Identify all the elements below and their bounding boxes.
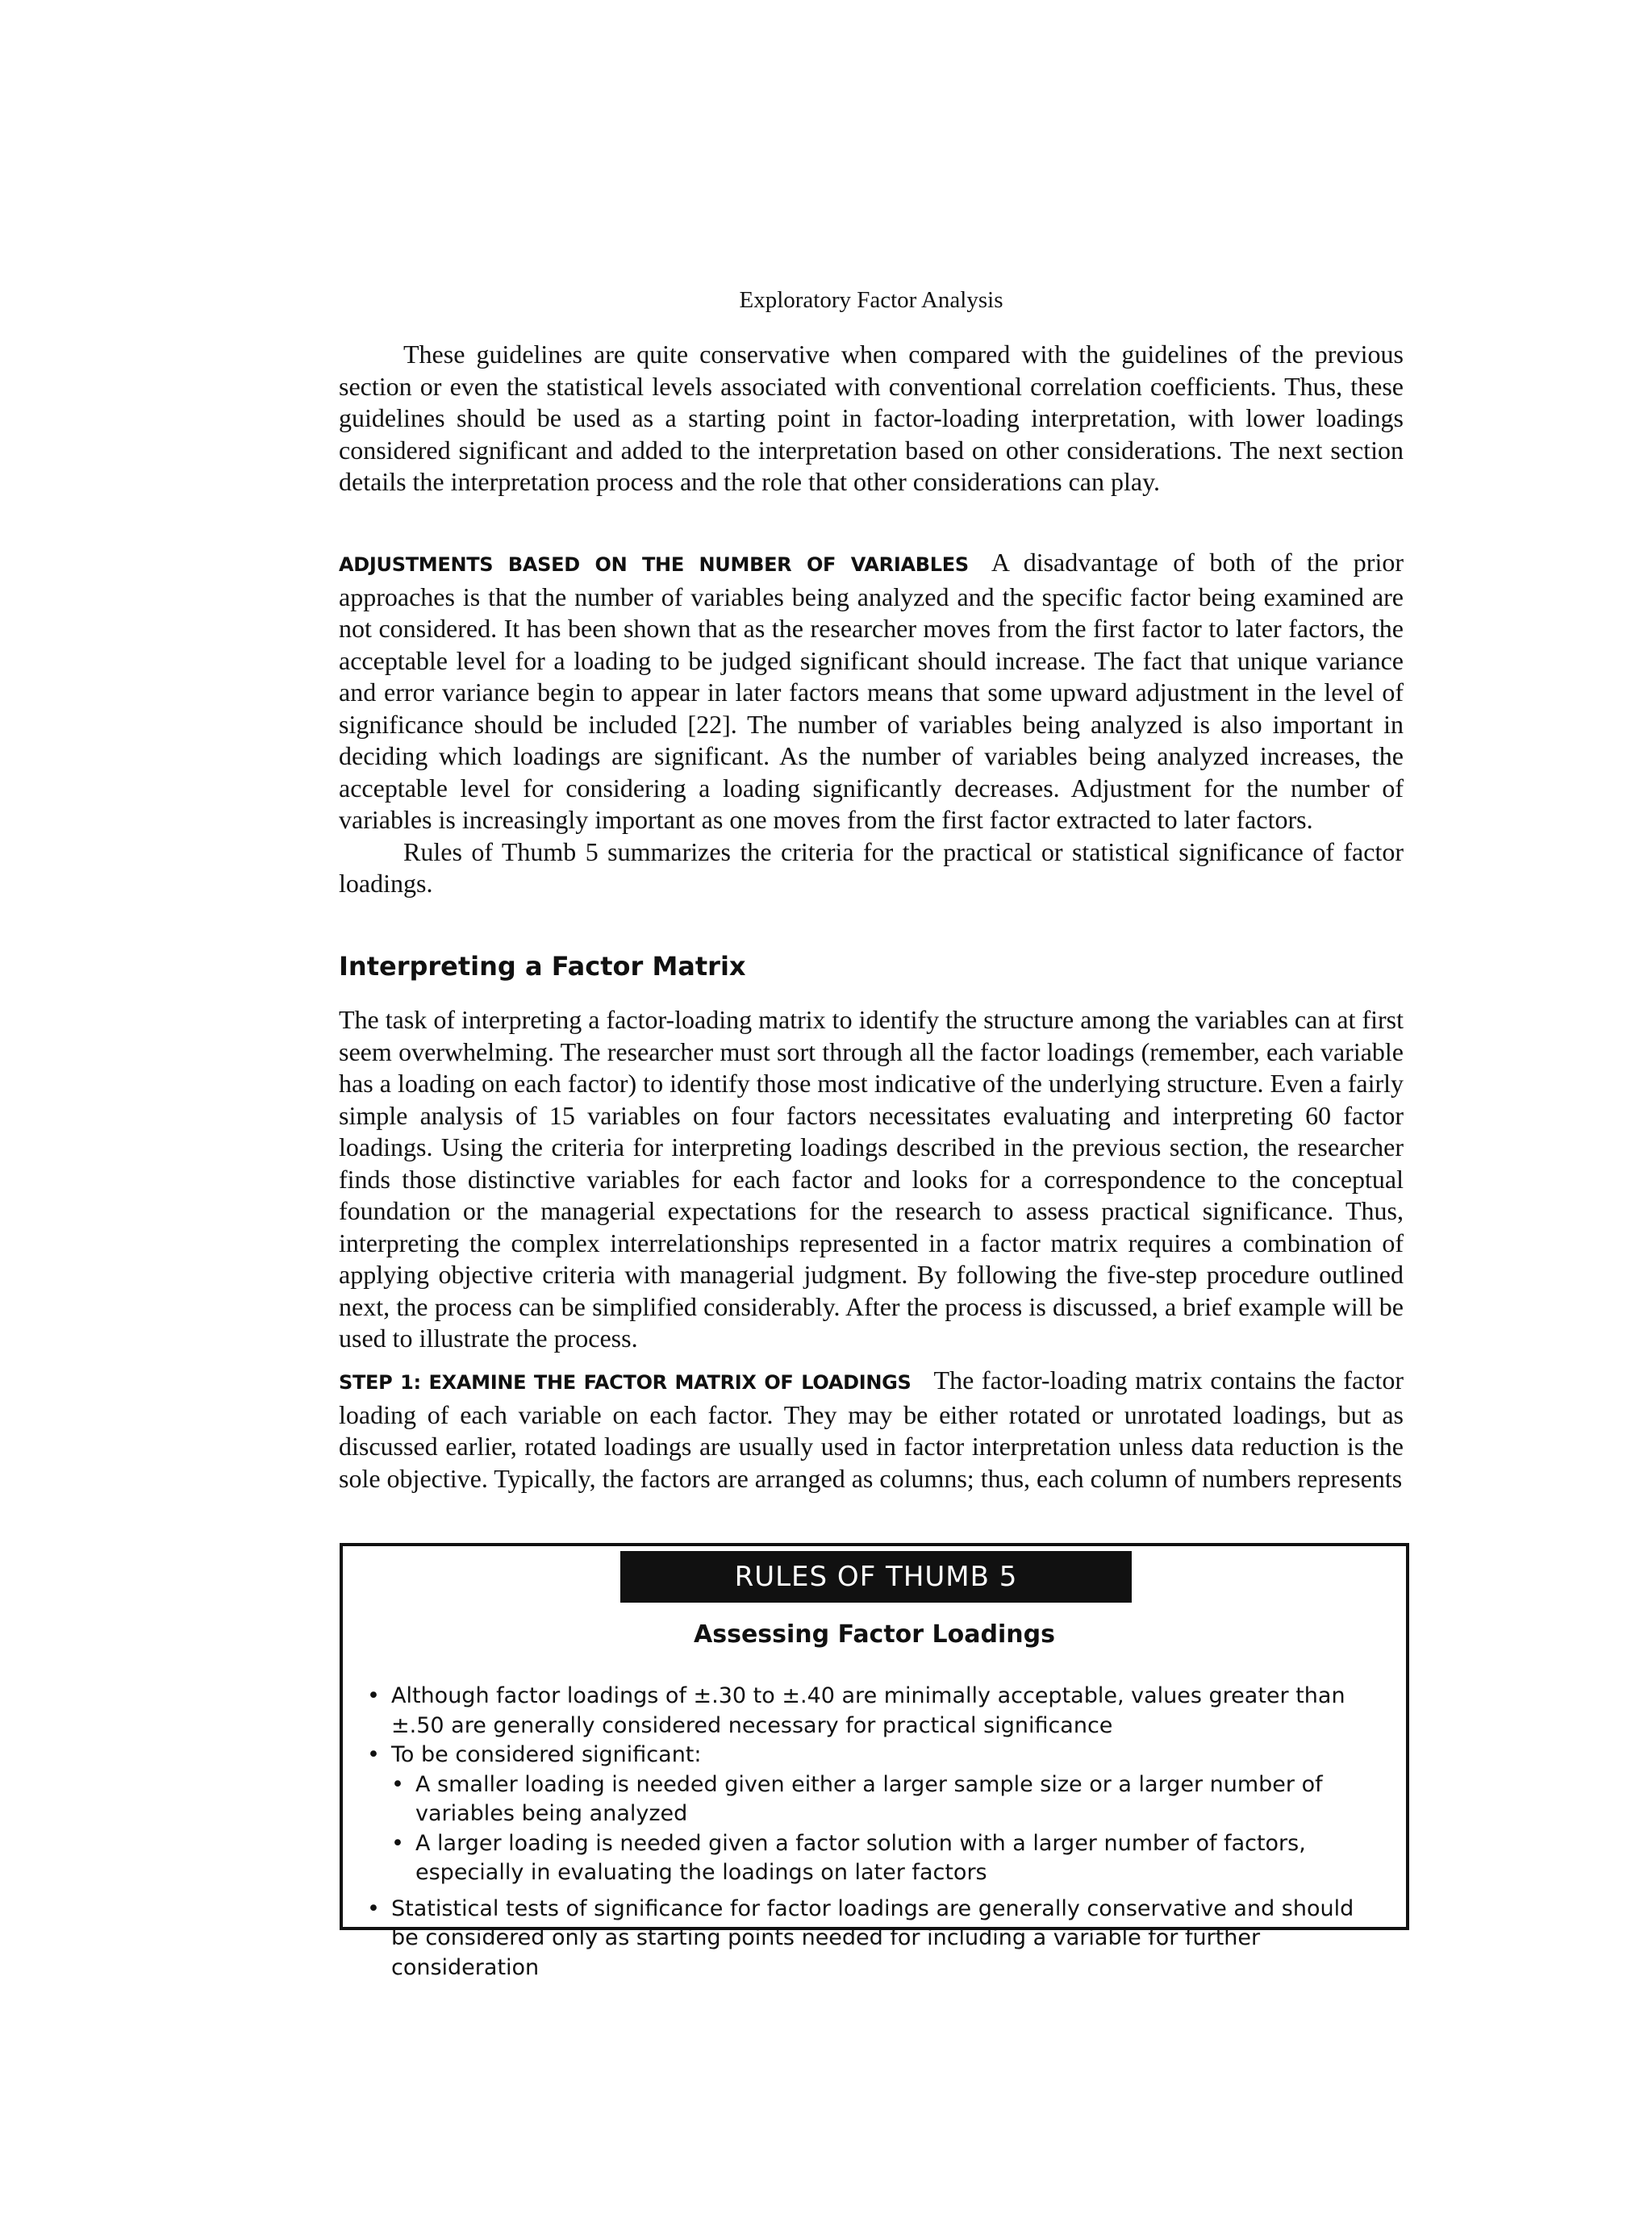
list-item: [367, 1682, 1385, 1741]
section-heading: Interpreting a Factor Matrix: [339, 951, 746, 982]
running-head: Exploratory Factor Analysis: [739, 287, 1003, 313]
rules-banner: RULES OF THUMB 5: [620, 1551, 1132, 1603]
runin-heading-adjustments: ADJUSTMENTS BASED ON THE NUMBER OF VARIABLES: [339, 553, 969, 576]
paragraph-guidelines: [339, 339, 1404, 498]
paragraph-text: The task of interpreting a factor-loading matrix to identify the structure among the variables can at first seem overwhelming. The researcher must sort through all the factor loadings (remember, each variable has a loading on each factor) to identify those most indicative of the underlying structure. Even a fairly simple analysis of 15 variables on four factors necessitates evaluating and interpreting 60 factor loadings. Using the criteria for interpreting loadings described in the previous section, the researcher finds those distinctive variables for each factor and looks for a correspondence to the conceptual foundation or the managerial expectations for the research to assess practical significance. Thus, interpreting the complex interrelationships represented in a factor matrix requires a combination of applying objective criteria with managerial judgment. By following the five-step procedure outlined next, the process can be simplified considerably. After the process is discussed, a brief example will be used to illustrate the process.: [339, 1005, 1404, 1353]
paragraph-text: The factor-loading matrix contains the factor loading of each variable on each factor. They may be either rotated or unrotated loadings, but as discussed earlier, rotated loadings are usually used in factor interpretation unless data reduction is the sole objective. Typically, the factors are arranged as columns; thus, each column of numbers represents: [339, 1366, 1404, 1493]
rules-list: [367, 1682, 1385, 1983]
paragraph-interpreting: [339, 1004, 1404, 1355]
list-item-text: To be considered significant:: [391, 1742, 702, 1767]
paragraph-rules-ref: Rules of Thumb 5 summarizes the criteria for the practical or statistical significance of factor loadings.: [339, 836, 1404, 898]
bullet-icon: •: [367, 1683, 380, 1708]
paragraph-step1: [339, 1365, 1404, 1495]
bullet-icon: •: [367, 1895, 380, 1921]
sub-list-item: [391, 1829, 1385, 1888]
list-item-text: A larger loading is needed given a factor solution with a larger number of factors, especially in evaluating the loadings on later factors: [415, 1830, 1306, 1885]
list-item-text: Statistical tests of significance for factor loadings are generally conservative and should be considered only as starting points needed for including a variable for further consideration: [391, 1895, 1354, 1980]
paragraph-text: A disadvantage of both of the prior approaches is that the number of variables being analyzed and the specific factor being examined are not considered. It has been shown that as the researcher moves from the first factor to later factors, the acceptable level for a loading to be judged significant should increase. The fact that unique variance and error variance begin to appear in later factors means that some upward adjustment in the level of significance should be included [22]. The number of variables being analyzed is also important in deciding which loadings are significant. As the number of variables being analyzed increases, the acceptable level for considering a loading significantly decreases. Adjustment for the number of variables is increasingly important as one moves from the first factor extracted to later factors.: [339, 548, 1404, 834]
bullet-icon: •: [391, 1830, 404, 1856]
bullet-icon: •: [367, 1742, 380, 1767]
sub-list-item: [391, 1770, 1385, 1829]
bullet-icon: •: [391, 1771, 404, 1797]
list-item-text: A smaller loading is needed given either a larger sample size or a larger number of variables being analyzed: [415, 1771, 1323, 1826]
runin-heading-step1: STEP 1: EXAMINE THE FACTOR MATRIX OF LOADINGS: [339, 1371, 912, 1394]
list-item: [367, 1895, 1385, 1983]
rules-title: Assessing Factor Loadings: [694, 1620, 1055, 1649]
paragraph-adjustments: [339, 547, 1404, 900]
list-item: [367, 1741, 1385, 1770]
paragraph-text: These guidelines are quite conservative when compared with the guidelines of the previous section or even the statistical levels associated with conventional correlation coefficients. Thus, these guidelines should be used as a starting point in factor-loading interpretation, with lower loadings considered significant and added to the interpretation based on other considerations. The next section details the interpretation process and the role that other considerations can play.: [339, 340, 1404, 496]
list-item-text: Although factor loadings of ±.30 to ±.40 are minimally acceptable, values greater than ±.50 are generally considered necessary for practical significance: [391, 1683, 1345, 1738]
rules-of-thumb-box: [340, 1543, 1409, 1980]
